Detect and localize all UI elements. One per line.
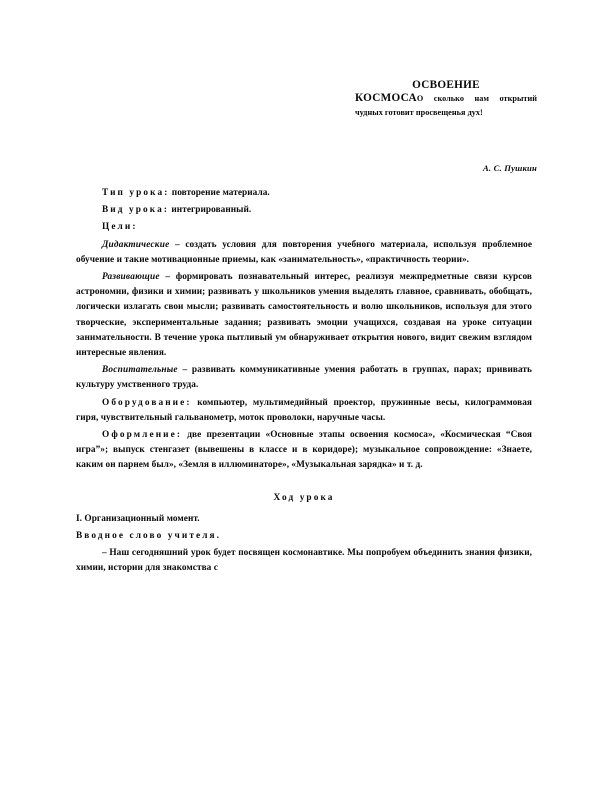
intro-word-label: Вводное слово учителя.	[76, 531, 222, 542]
didactic-goals-text: – создать условия для повторения учебного материала, используя проблемное обучение и такие мотивационные приемы, как «занимательность», «практичность теории».	[76, 239, 532, 265]
decoration-paragraph	[76, 428, 532, 474]
educating-goals-text: – развивать коммуникативные умения работать в группах, парах; прививать культуру умственного труда.	[76, 365, 532, 391]
stage-1-heading	[76, 512, 532, 527]
lesson-form-label: Вид урока:	[102, 205, 170, 216]
lesson-type-paragraph	[76, 186, 532, 201]
goals-label: Цели:	[102, 222, 138, 233]
document-body	[76, 186, 532, 577]
didactic-goals-paragraph	[76, 238, 532, 268]
equipment-text: компьютер, мультимедийный проектор, пружинные весы, килограммовая гиря, чувствительный гальванометр, моток проволоки, наручные часы.	[76, 397, 532, 423]
epigraph-text: О сколько нам открытий чудных готовит просвещенья дух!	[355, 94, 537, 117]
developing-goals-label: Развивающие	[102, 272, 160, 283]
document-title-line1: ОСВОЕНИЕ	[412, 79, 480, 91]
goals-paragraph	[76, 220, 532, 235]
lesson-flow-heading: Ход урока	[273, 492, 335, 503]
lesson-type-label: Тип урока:	[102, 188, 170, 198]
lesson-form-paragraph	[76, 203, 532, 218]
intro-word-heading	[76, 529, 532, 544]
title-and-epigraph-block	[355, 78, 537, 119]
lesson-type-value: повторение материала.	[169, 188, 270, 198]
intro-paragraph: – Наш сегодняшний урок будет посвящен космонавтике. Мы попробуем объединить знания физики, химии, истории для знакомства с	[76, 548, 532, 574]
developing-goals-text: – формировать познавательный интерес, реализуя межпредметные связи курсов астрономии, физики и химии; развивать у школьников умения выделять главное, сравнивать, обобщать, логически излагать свои мысли; развивать самостоятельность и волю школьников, используя для этого творческие, экспериментальные задания; развивать эмоции учащихся, создавая на уроке ситуации занимательности. В течение урока пытливый ум обнаруживает открытия нового, видит свежим взглядом интересные явления.	[76, 272, 532, 359]
didactic-goals-label: Дидактические	[102, 239, 170, 250]
decoration-text: две презентации «Основные этапы освоения космоса», «Космическая “Своя игра”»; выпуск стенгазет (вывешены в классе и в коридоре); музыкальное сопровождение: «Знаете, каким он парнем был», «Земля в иллюминаторе», «Музыкальная зарядка» и т. д.	[76, 430, 532, 471]
document-title-line2: КОСМОСА	[355, 92, 417, 104]
decoration-label: Оформление:	[102, 430, 183, 441]
stage-1-label: I. Организационный момент.	[76, 513, 200, 524]
educating-goals-paragraph	[76, 363, 532, 393]
epigraph-author: А. С. Пушкин	[482, 163, 537, 173]
epigraph-paragraph	[355, 92, 537, 119]
equipment-paragraph	[76, 396, 532, 426]
developing-goals-paragraph	[76, 270, 532, 361]
educating-goals-label: Воспитательные	[102, 365, 178, 376]
equipment-label: Оборудование:	[102, 397, 192, 408]
lesson-form-value: интегрированный.	[169, 205, 252, 216]
